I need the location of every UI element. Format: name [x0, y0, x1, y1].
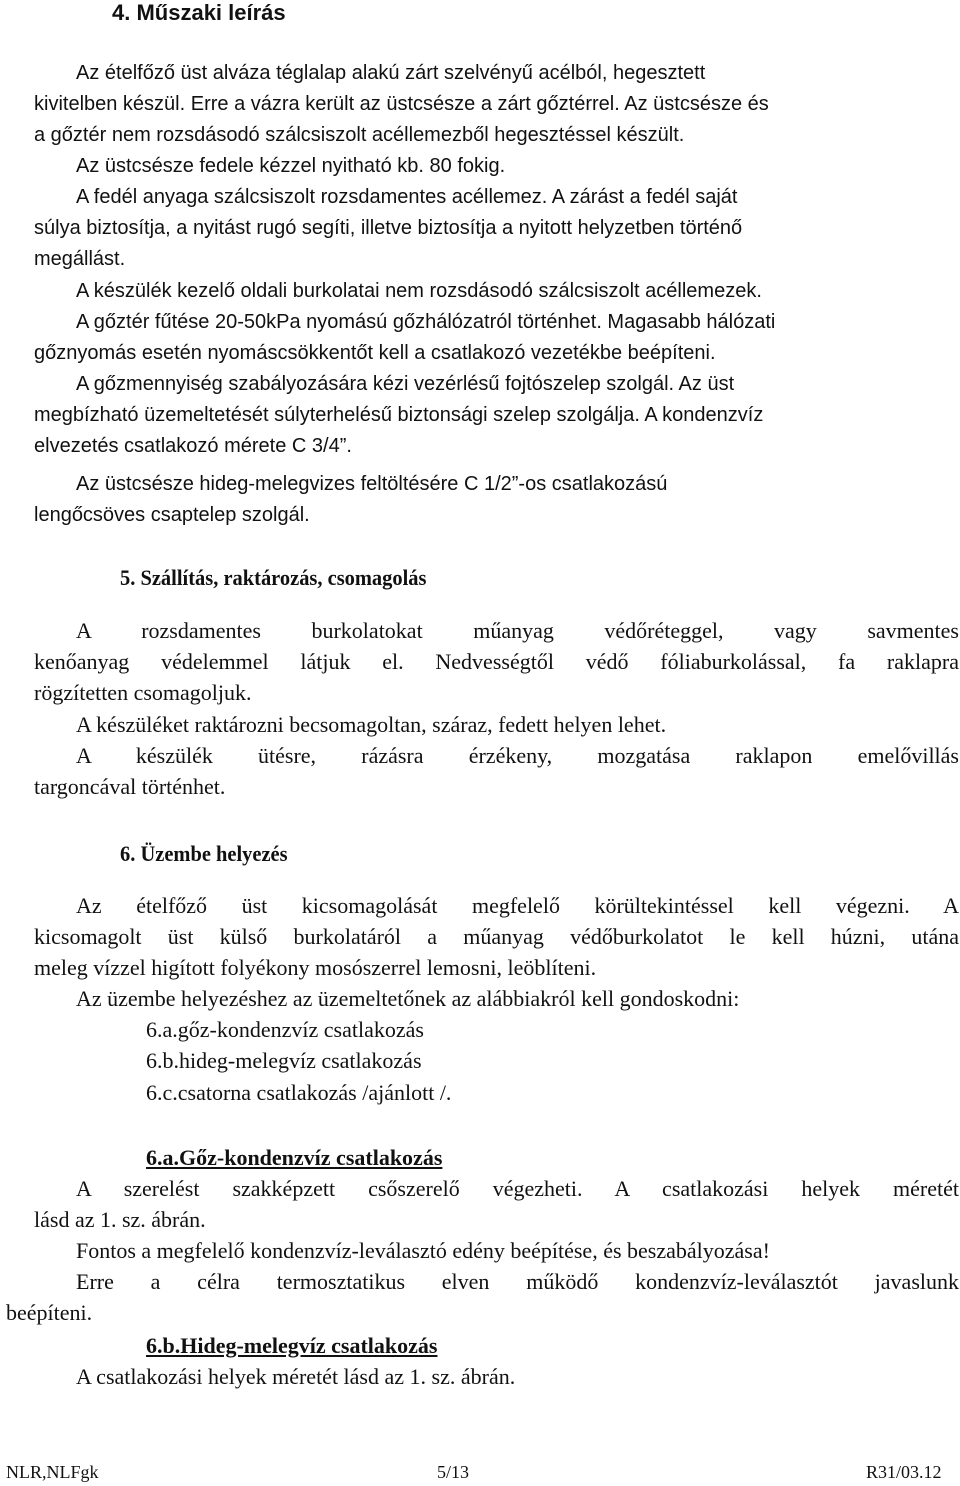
paragraph-line: A szerelést szakképzett csőszerelő végezheti. A csatlakozási helyek méretét — [76, 1176, 959, 1201]
list-item: 6.a.gőz-kondenzvíz csatlakozás — [146, 1017, 424, 1042]
paragraph-line: lengőcsöves csaptelep szolgál. — [34, 504, 310, 526]
paragraph-line: a gőztér nem rozsdásodó szálcsiszolt acéllemezből hegesztéssel készült. — [34, 124, 685, 146]
paragraph-line: Az üstcsésze hideg-melegvizes feltöltésére C 1/2”-os csatlakozású — [76, 473, 668, 495]
section-6b-heading: 6.b.Hideg-melegvíz csatlakozás — [146, 1333, 438, 1358]
paragraph-line: kicsomagolt üst külső burkolatáról a műanyag védőburkolatot le kell húzni, utána — [34, 924, 959, 949]
paragraph-line: A készülék ütésre, rázásra érzékeny, mozgatása raklapon emelővillás — [76, 743, 959, 768]
paragraph-line: Fontos a megfelelő kondenzvíz-leválasztó edény beépítése, és beszabályozása! — [76, 1238, 770, 1263]
paragraph-line: A csatlakozási helyek méretét lásd az 1. sz. ábrán. — [76, 1364, 516, 1389]
footer-page-number: 5/13 — [437, 1462, 470, 1482]
list-item: 6.c.csatorna csatlakozás /ajánlott /. — [146, 1080, 452, 1105]
paragraph-line: meleg vízzel higított folyékony mosószerrel lemosni, leöblíteni. — [34, 955, 597, 980]
paragraph-line: súlya biztosítja, a nyitást rugó segíti, illetve biztosítja a nyitott helyzetben történő — [34, 217, 743, 239]
footer-revision: R31/03.12 — [866, 1462, 942, 1482]
paragraph-line: Az ételfőző üst kicsomagolását megfelelő körültekintéssel kell végezni. A — [76, 893, 959, 918]
paragraph-line: megállást. — [34, 248, 126, 270]
section-6a-heading: 6.a.Gőz-kondenzvíz csatlakozás — [146, 1145, 443, 1170]
paragraph-line: lásd az 1. sz. ábrán. — [34, 1207, 206, 1232]
paragraph-line: elvezetés csatlakozó mérete C 3/4”. — [34, 435, 352, 457]
paragraph-line: A készüléket raktározni becsomagoltan, száraz, fedett helyen lehet. — [76, 712, 667, 737]
paragraph-line: targoncával történhet. — [34, 774, 226, 799]
paragraph-line: Az üstcsésze fedele kézzel nyitható kb. 80 fokig. — [76, 155, 506, 177]
paragraph-line: Erre a célra termosztatikus elven működő kondenzvíz-leválasztót javaslunk — [76, 1269, 959, 1294]
section-4-heading: 4. Műszaki leírás — [112, 0, 286, 25]
paragraph-line: A rozsdamentes burkolatokat műanyag védőréteggel, vagy savmentes — [76, 618, 959, 643]
paragraph-line: kivitelben készül. Erre a vázra került az üstcsésze a zárt gőztérrel. Az üstcsésze és — [34, 93, 769, 115]
paragraph-line: beépíteni. — [6, 1300, 93, 1325]
paragraph-line: megbízható üzemeltetését súlyterhelésű biztonsági szelep szolgálja. A kondenzvíz — [34, 404, 764, 426]
paragraph-line: gőznyomás esetén nyomáscsökkentőt kell a csatlakozó vezetékbe beépíteni. — [34, 342, 716, 364]
paragraph-line: A fedél anyaga szálcsiszolt rozsdamentes acéllemez. A zárást a fedél saját — [76, 186, 738, 208]
list-item: 6.b.hideg-melegvíz csatlakozás — [146, 1048, 422, 1073]
paragraph-line: A készülék kezelő oldali burkolatai nem rozsdásodó szálcsiszolt acéllemezek. — [76, 280, 762, 302]
paragraph-line: Az üzembe helyezéshez az üzemeltetőnek az alábbiakról kell gondoskodni: — [76, 986, 740, 1011]
footer-document-code: NLR,NLFgk — [6, 1462, 99, 1482]
paragraph-line: A gőztér fűtése 20-50kPa nyomású gőzhálózatról történhet. Magasabb hálózati — [76, 311, 776, 333]
section-5-heading: 5. Szállítás, raktározás, csomagolás — [120, 565, 427, 590]
paragraph-line: kenőanyag védelemmel látjuk el. Nedvességtől védő fóliaburkolással, fa raklapra — [34, 649, 959, 674]
paragraph-line: rögzítetten csomagoljuk. — [34, 680, 252, 705]
section-6-heading: 6. Üzembe helyezés — [120, 841, 288, 866]
paragraph-line: Az ételfőző üst alváza téglalap alakú zárt szelvényű acélból, hegesztett — [76, 62, 706, 84]
paragraph-line: A gőzmennyiség szabályozására kézi vezérlésű fojtószelep szolgál. Az üst — [76, 373, 735, 395]
